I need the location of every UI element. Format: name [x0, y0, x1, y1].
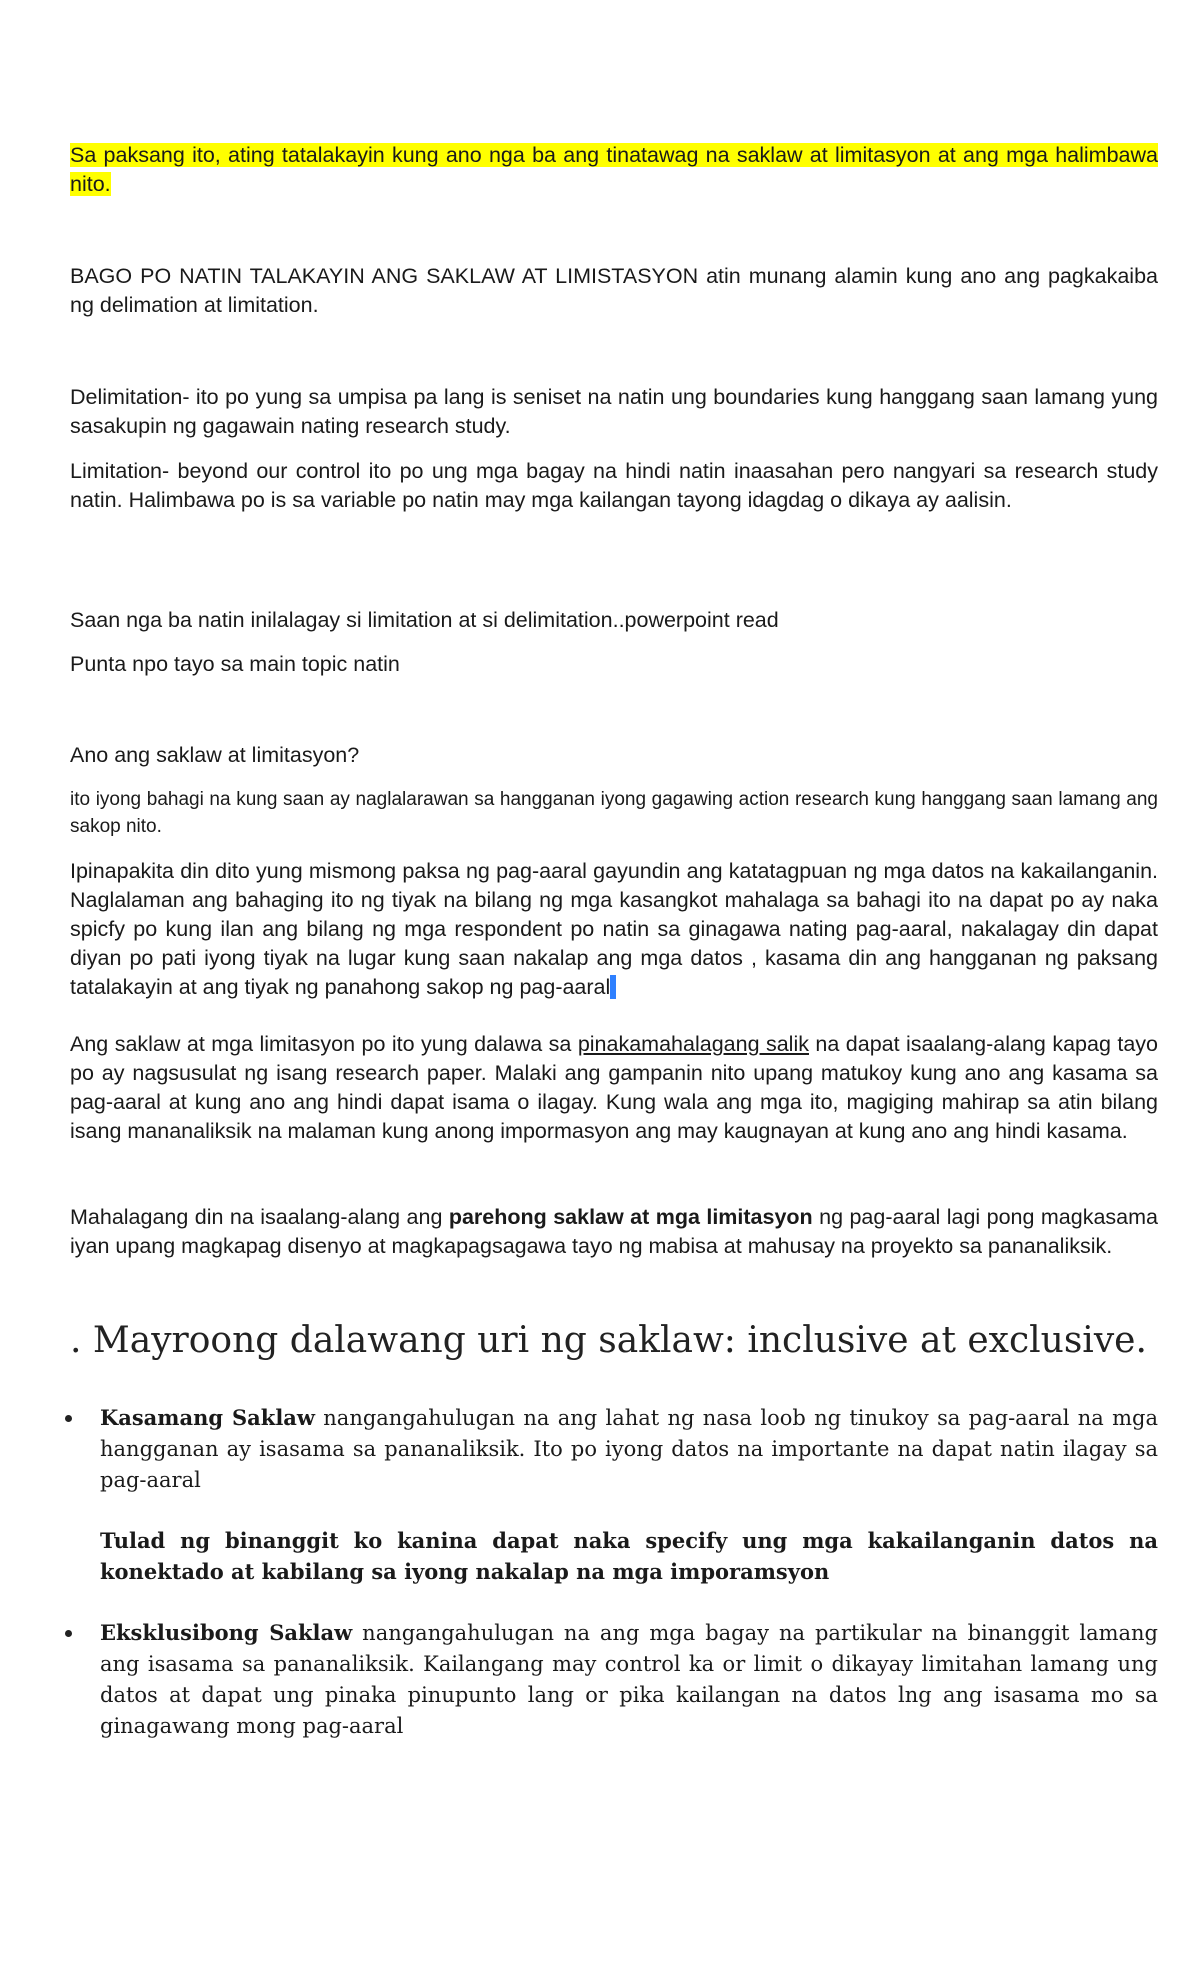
text-cursor-selection — [610, 975, 616, 999]
ang-saklaw-text-2: na dapat isaalang-alang kapag tayo po ay nagsusulat ng isang research paper. Malaki ang gampanin nito upang matukoy kung ano ang kasama sa pag-aaral at kung ano ang hindi dapat isama o ilagay. Kung wala ang mga ito, magiging mahirap sa atin bilang isang mananaliksik na malaman kung anong impormasyon ang may kaugnayan at kung ano ang hindi kasama. — [70, 1032, 1158, 1143]
mahalagang-text-1: Mahalagang din na isaalang-alang ang — [70, 1205, 449, 1229]
mahalagang-text-2: ng pag-aaral lagi pong magkasama iyan upang magkapag disenyo at magkapagsagawa tayo ng mabisa at mahusay na proyekto sa pananaliksik. — [70, 1205, 1158, 1258]
highlighted-text: Sa paksang ito, ating tatalakayin kung ano nga ba ang tinatawag na saklaw at limitasyon at ang mga halimbawa nito. — [70, 143, 1158, 196]
bullet-icon — [65, 1630, 72, 1637]
bullet-term: Eksklusibong Saklaw — [100, 1620, 353, 1645]
ano-heading: Ano ang saklaw at limitasyon? — [70, 743, 360, 767]
bullet-note: Tulad ng binanggit ko kanina dapat naka specify ung mga kakailanganin datos na konektado at kabilang sa iyong nakalap na mga imporamsyon — [100, 1528, 1158, 1584]
mahalagang-paragraph — [70, 1203, 1158, 1261]
list-item — [70, 1402, 1158, 1587]
limitation-paragraph: Limitation- beyond our control ito po ung mga bagay na hindi natin inaasahan pero nangyari sa research study natin. Halimbawa po is sa variable po natin may mga kailangan tayong idagdag o dikaya ay aalisin. — [70, 459, 1158, 512]
bullet-paragraph — [100, 1617, 1158, 1742]
section-heading: . Mayroong dalawang uri ng saklaw: inclusive at exclusive. — [70, 1320, 1147, 1361]
delimitation-paragraph: Delimitation- ito po yung sa umpisa pa lang is seniset na natin ung boundaries kung hanggang saan lamang yung sasakupin ng gagawain nating research study. — [70, 385, 1158, 438]
ipinapakita-text: Ipinapakita din dito yung mismong paksa ng pag-aaral gayundin ang katatagpuan ng mga datos na kakailanganin. Naglalaman ang bahaging ito ng tiyak na bilang ng mga kasangkot mahalaga sa bahagi ito na dapat po ay naka spicfy po kung ilan ang bilang ng mga respondent po natin sa ginagawa nating pag-aaral, nakalagay din dapat diyan po pati iyong tiyak na lugar kung saan nakalap ang mga datos , kasama din ang hangganan ng paksang tatalakayin at ang tiyak ng panahong sakop ng pag-aaral — [70, 859, 1158, 999]
saan-paragraph: Saan nga ba natin inilalagay si limitation at si delimitation..powerpoint read — [70, 608, 779, 632]
punta-paragraph: Punta npo tayo sa main topic natin — [70, 652, 400, 676]
underlined-phrase: pinakamahalagang salik — [577, 1032, 809, 1056]
saklaw-list — [70, 1402, 1158, 1742]
bago-paragraph: BAGO PO NATIN TALAKAYIN ANG SAKLAW AT LIMISTASYON atin munang alamin kung ano ang pagkakaiba ng delimation at limitation. — [70, 264, 1158, 317]
ipinapakita-paragraph — [70, 857, 1158, 1002]
ito-paragraph: ito iyong bahagi na kung saan ay naglalarawan sa hangganan iyong gagawing action research kung hanggang saan lamang ang sakop nito. — [70, 789, 1158, 837]
document-page — [70, 0, 1158, 1976]
intro-paragraph — [70, 141, 1158, 199]
ang-saklaw-paragraph — [70, 1030, 1158, 1146]
bullet-paragraph — [100, 1402, 1158, 1496]
bold-phrase: parehong saklaw at mga limitasyon — [448, 1205, 813, 1229]
bullet-term: Kasamang Saklaw — [100, 1405, 315, 1430]
bullet-icon — [65, 1415, 72, 1422]
list-item — [70, 1617, 1158, 1742]
bullet-text: nangangahulugan na ang lahat ng nasa loob ng tinukoy sa pag-aaral na mga hangganan ay isasama sa pananaliksik. Ito po iyong datos na importante na dapat natin ilagay sa pag-aaral — [100, 1406, 1158, 1492]
bullet-text: nangangahulugan na ang mga bagay na partikular na binanggit lamang ang isasama sa pananaliksik. Kailangang may control ka or limit o dikayay limitahan lamang ung datos at dapat ung pinaka pinupunto lang or pika kailangan na datos lng ang isasama mo sa ginagawang mong pag-aaral — [100, 1621, 1158, 1738]
ang-saklaw-text-1: Ang saklaw at mga limitasyon po ito yung dalawa sa — [70, 1032, 578, 1056]
